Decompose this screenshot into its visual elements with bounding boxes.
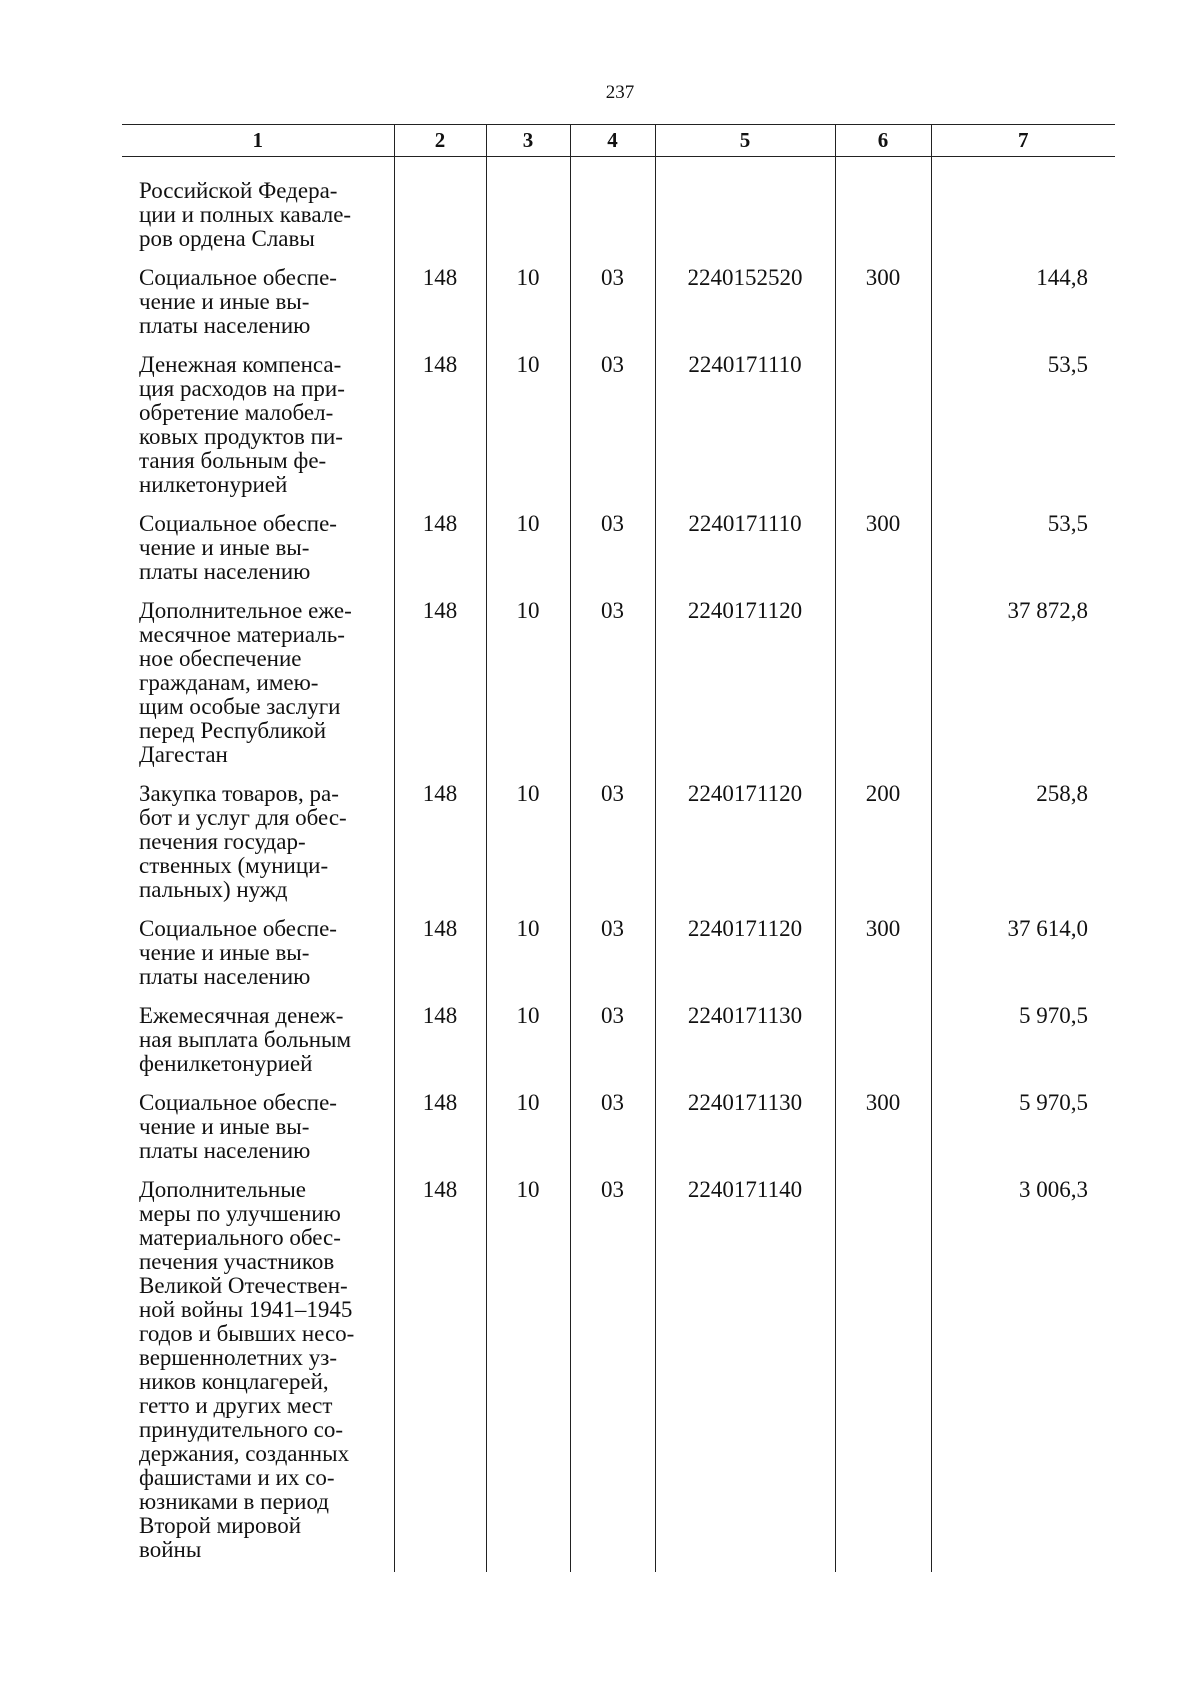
table-spacer-row	[122, 157, 1115, 180]
cell-expense-type: 300	[835, 1091, 931, 1178]
cell-subsection: 03	[570, 1004, 655, 1091]
cell-section: 10	[486, 917, 570, 1004]
cell-subsection: 03	[570, 512, 655, 599]
cell-section	[486, 179, 570, 266]
row-name: Дополнительное еже- месячное материаль- ное обеспечение гражданам, имею- щим особые заслуги перед Республикой Дагестан	[139, 598, 352, 767]
cell-amount: 5 970,5	[931, 1091, 1115, 1178]
row-name: Социальное обеспе- чение и иные вы- платы населению	[139, 511, 337, 584]
table-row	[122, 1091, 1115, 1178]
row-name: Социальное обеспе- чение и иные вы- платы населению	[139, 265, 337, 338]
cell-subsection: 03	[570, 917, 655, 1004]
cell-subsection: 03	[570, 782, 655, 917]
cell-ministry: 148	[394, 266, 486, 353]
column-header-6: 6	[835, 125, 931, 157]
row-name: Денежная компенса- ция расходов на при- обретение малобел- ковых продуктов пи- тания больным фе- нилкетонурией	[139, 352, 345, 497]
cell-section: 10	[486, 266, 570, 353]
page-number: 237	[605, 82, 635, 103]
column-header-4: 4	[570, 125, 655, 157]
cell-ministry: 148	[394, 1178, 486, 1572]
cell-ministry: 148	[394, 353, 486, 512]
row-name: Социальное обеспе- чение и иные вы- платы населению	[139, 1090, 337, 1163]
cell-subsection: 03	[570, 1178, 655, 1572]
cell-subsection	[570, 179, 655, 266]
cell-expense-type: 300	[835, 512, 931, 599]
cell-subsection: 03	[570, 353, 655, 512]
cell-section: 10	[486, 1091, 570, 1178]
table-row	[122, 512, 1115, 599]
cell-expense-type: 200	[835, 782, 931, 917]
cell-subsection: 03	[570, 266, 655, 353]
column-header-7: 7	[931, 125, 1115, 157]
cell-section: 10	[486, 1004, 570, 1091]
cell-subsection: 03	[570, 1091, 655, 1178]
cell-expense-type	[835, 353, 931, 512]
table-header-row	[122, 125, 1115, 157]
column-header-5: 5	[655, 125, 835, 157]
table-row	[122, 917, 1115, 1004]
cell-target-code: 2240171120	[655, 599, 835, 782]
column-header-3: 3	[486, 125, 570, 157]
row-name: Закупка товаров, ра- бот и услуг для обес- печения государ- ственных (муници- пальных) нужд	[139, 781, 347, 902]
table-row	[122, 1004, 1115, 1091]
cell-expense-type	[835, 1178, 931, 1572]
cell-ministry	[394, 179, 486, 266]
table-row	[122, 782, 1115, 917]
cell-amount: 5 970,5	[931, 1004, 1115, 1091]
cell-amount: 53,5	[931, 512, 1115, 599]
cell-amount: 37 614,0	[931, 917, 1115, 1004]
cell-ministry: 148	[394, 599, 486, 782]
cell-ministry: 148	[394, 917, 486, 1004]
cell-target-code: 2240171120	[655, 782, 835, 917]
cell-section: 10	[486, 1178, 570, 1572]
cell-amount: 144,8	[931, 266, 1115, 353]
cell-target-code: 2240171130	[655, 1091, 835, 1178]
column-header-1: 1	[122, 125, 394, 157]
cell-target-code: 2240171110	[655, 353, 835, 512]
cell-ministry: 148	[394, 1091, 486, 1178]
cell-section: 10	[486, 782, 570, 917]
table-row	[122, 179, 1115, 266]
cell-target-code: 2240171130	[655, 1004, 835, 1091]
cell-ministry: 148	[394, 1004, 486, 1091]
cell-target-code: 2240152520	[655, 266, 835, 353]
cell-ministry: 148	[394, 512, 486, 599]
cell-ministry: 148	[394, 782, 486, 917]
cell-amount: 53,5	[931, 353, 1115, 512]
cell-expense-type: 300	[835, 266, 931, 353]
row-name: Ежемесячная денеж- ная выплата больным фенилкетонурией	[139, 1003, 352, 1076]
cell-amount: 258,8	[931, 782, 1115, 917]
cell-expense-type	[835, 599, 931, 782]
cell-amount: 37 872,8	[931, 599, 1115, 782]
budget-table	[122, 124, 1115, 1572]
budget-table-container	[122, 124, 1115, 1572]
cell-expense-type	[835, 1004, 931, 1091]
cell-section: 10	[486, 599, 570, 782]
row-name: Социальное обеспе- чение и иные вы- платы населению	[139, 916, 337, 989]
table-row	[122, 1178, 1115, 1572]
row-name: Дополнительные меры по улучшению материального обес- печения участников Великой Отечествен- ной войны 1941–1945 годов и бывших несо- вершеннолетних уз- ников концлагерей, гетто и других мест принудительного со- держания, созданных фашистами и их со- юзниками в период Второй мировой войны	[139, 1177, 355, 1562]
cell-target-code: 2240171140	[655, 1178, 835, 1572]
cell-section: 10	[486, 512, 570, 599]
row-name: Российской Федера- ции и полных кавале- ров ордена Славы	[139, 178, 352, 251]
cell-amount	[931, 179, 1115, 266]
cell-target-code: 2240171110	[655, 512, 835, 599]
cell-target-code: 2240171120	[655, 917, 835, 1004]
cell-expense-type: 300	[835, 917, 931, 1004]
table-row	[122, 353, 1115, 512]
column-header-2: 2	[394, 125, 486, 157]
cell-section: 10	[486, 353, 570, 512]
table-row	[122, 599, 1115, 782]
cell-target-code	[655, 179, 835, 266]
cell-expense-type	[835, 179, 931, 266]
cell-subsection: 03	[570, 599, 655, 782]
cell-amount: 3 006,3	[931, 1178, 1115, 1572]
table-row	[122, 266, 1115, 353]
